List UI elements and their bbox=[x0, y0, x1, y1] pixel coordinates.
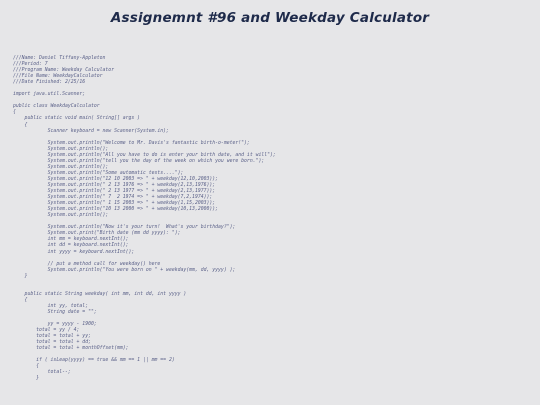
code-listing bbox=[13, 56, 533, 383]
code-line: System.out.println(" 2 13 1977 => " + weekday(2,13,1977)); bbox=[13, 189, 216, 195]
code-line: ///Program Name: Weekday Calculator bbox=[13, 68, 115, 74]
code-line: System.out.println("Welcome to Mr. Davis's fantastic birth-o-meter!"); bbox=[13, 140, 250, 146]
code-line: System.out.println("10 13 2000 => " + weekday(10,13,2000)); bbox=[13, 207, 219, 213]
code-line: ///Period: 7 bbox=[13, 62, 48, 68]
code-line: System.out.println(); bbox=[13, 213, 109, 219]
code-line: System.out.println(" 2 13 1976 => " + weekday(2,13,1976)); bbox=[13, 182, 216, 188]
code-line: total = total + yy; bbox=[13, 334, 91, 340]
code-line: ///File Name: WeekdayCalculator bbox=[13, 74, 103, 80]
code-line: String date = ""; bbox=[13, 309, 97, 315]
code-line: } bbox=[13, 273, 28, 279]
code-line: System.out.print("Birth date (mm dd yyyy): "); bbox=[13, 231, 181, 237]
code-line: int yy, total; bbox=[13, 303, 89, 309]
code-line: ///Date Finished: 2/25/16 bbox=[13, 80, 86, 86]
code-line: System.out.println("tell you the day of the week on which you were born."); bbox=[13, 158, 265, 164]
code-line: public class WeekdayCalculator bbox=[13, 104, 100, 110]
code-line: import java.util.Scanner; bbox=[13, 92, 86, 98]
code-line: total = yy / 4; bbox=[13, 328, 80, 334]
page-title: Assignemnt #96 and Weekday Calculator bbox=[110, 10, 430, 26]
code-line: public static String weekday( int mm, int dd, int yyyy ) bbox=[13, 291, 187, 297]
code-line: System.out.println(" 1 15 2003 => " + weekday(1,15,2003)); bbox=[13, 201, 216, 207]
code-line: Scanner keyboard = new Scanner(System.in); bbox=[13, 128, 169, 134]
code-line: int yyyy = keyboard.nextInt(); bbox=[13, 249, 135, 255]
code-line: ///Name: Daniel Tiffany-Appleton bbox=[13, 56, 106, 61]
code-line: // put a method call for weekday() here bbox=[13, 261, 161, 267]
code-line: { bbox=[13, 364, 39, 370]
code-line: yy = yyyy - 1900; bbox=[13, 322, 97, 328]
code-line: total = total + dd; bbox=[13, 340, 91, 346]
code-line: int dd = keyboard.nextInt(); bbox=[13, 243, 129, 249]
code-line: System.out.println("All you have to do is enter your birth date, and it will"); bbox=[13, 152, 276, 158]
code-line: System.out.println("Now it's your turn! What's your birthday?"); bbox=[13, 225, 236, 231]
code-line: { bbox=[13, 122, 28, 128]
code-line: if ( isLeap(yyyy) == true && mm == 1 || mm == 2) bbox=[13, 358, 175, 364]
code-line: } bbox=[13, 376, 39, 382]
code-line: public static void main( String[] args ) bbox=[13, 116, 141, 122]
code-line: System.out.println(" 7 2 1974 => " + weekday(7,2,1974)); bbox=[13, 195, 213, 201]
code-line: { bbox=[13, 110, 16, 116]
code-line: System.out.println("You were born on " + weekday(mm, dd, yyyy) ); bbox=[13, 267, 236, 273]
code-line: System.out.println(); bbox=[13, 164, 109, 170]
code-line: System.out.println(); bbox=[13, 146, 109, 152]
code-line: System.out.println("Some automatic tests...."); bbox=[13, 170, 184, 176]
code-line: { bbox=[13, 297, 28, 303]
code-line: total--; bbox=[13, 370, 71, 376]
code-line: System.out.println("12 10 2003 => " + weekday(12,10,2003)); bbox=[13, 176, 219, 182]
code-line: total = total + monthOffset(mm); bbox=[13, 346, 129, 352]
code-line: int mm = keyboard.nextInt(); bbox=[13, 237, 129, 243]
